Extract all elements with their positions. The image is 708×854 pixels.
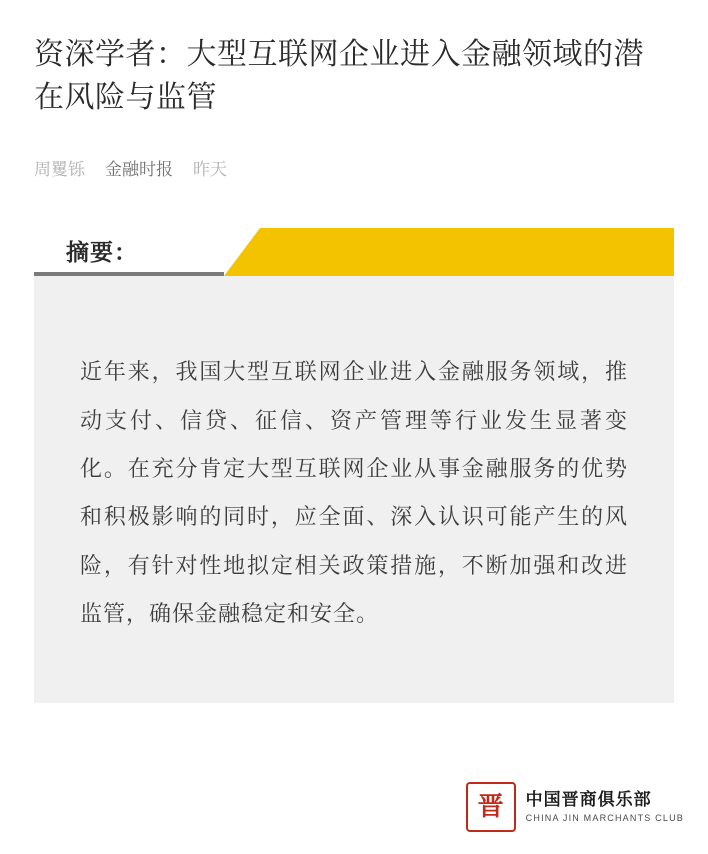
footer-logo-text [526,790,684,824]
summary-section [34,228,674,702]
club-logo-icon: 晋 [466,782,516,832]
summary-label-underline [34,272,224,276]
summary-body [34,276,674,702]
article-meta [34,155,674,180]
footer-logo [456,776,690,838]
article-header [0,0,708,180]
article-author: 周矍铄 [34,160,85,180]
article-timestamp: 昨天 [193,160,227,180]
summary-label: 摘要： [66,239,138,266]
summary-header-wedge [224,228,260,276]
summary-header [34,228,674,276]
club-name-cn: 中国晋商俱乐部 [525,789,652,809]
summary-text: 近年来，我国大型互联网企业进入金融服务领域，推动支付、信贷、征信、资产管理等行业发生显著变化。在充分肯定大型互联网企业从事金融服务的优势和积极影响的同时，应全面、深入认识可能产生的风险，有针对性地拟定相关政策措施，不断加强和改进监管，确保金融稳定和安全。 [80,359,628,627]
club-name-en: CHINA JIN MARCHANTS CLUB [525,813,684,824]
article-source[interactable]: 金融时报 [105,160,173,180]
page-title: 资深学者：大型互联网企业进入金融领域的潜在风险与监管 [34,38,644,114]
